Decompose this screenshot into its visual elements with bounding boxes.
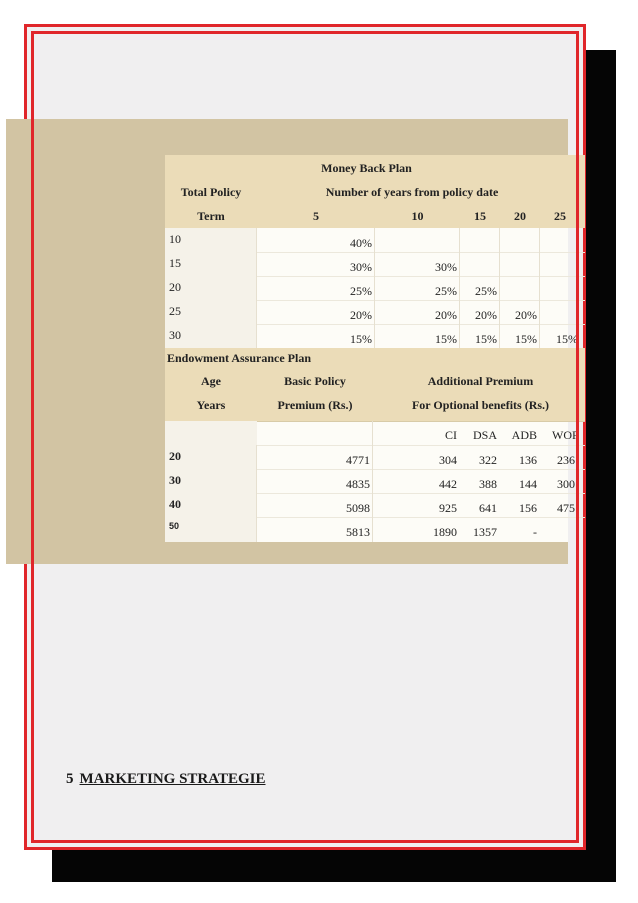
value-cell: 925 — [439, 501, 457, 515]
value-cell: - — [533, 525, 537, 539]
term-cell: 10 — [165, 228, 257, 252]
value-cell: 322 — [479, 453, 497, 467]
years-header: Number of years from policy date — [325, 185, 499, 199]
age-cell: 30 — [165, 469, 257, 493]
page-shadow-bottom — [52, 850, 616, 882]
premium-header: Premium (Rs.) — [277, 398, 353, 412]
value-cell: 20% — [500, 300, 540, 324]
value-cell — [540, 252, 580, 276]
section-number: 5 — [66, 771, 74, 787]
endowment-subheader-row — [165, 421, 585, 446]
endowment-header-row-2 — [165, 392, 585, 422]
year-header: 5 — [313, 209, 319, 223]
age-cell: 40 — [165, 493, 257, 517]
benefit-header: ADB — [511, 428, 537, 442]
term-header: Term — [197, 209, 225, 223]
section-title: MARKETING STRATEGIE — [79, 771, 266, 787]
value-cell: 25% — [257, 276, 375, 300]
basic-premium-cell: 5813 — [257, 517, 373, 542]
value-cell: 15% — [500, 324, 540, 348]
benefit-header: DSA — [472, 428, 497, 442]
value-cell: 20% — [257, 300, 375, 324]
value-cell: 442 — [439, 477, 457, 491]
endowment-row — [165, 445, 585, 470]
total-policy-header: Total Policy — [180, 185, 242, 199]
money-back-header-row-1 — [165, 180, 585, 204]
year-header: 10 — [411, 209, 424, 223]
blank-cell — [257, 421, 373, 445]
value-cell: 25% — [375, 276, 460, 300]
value-cell — [500, 228, 540, 252]
additional-premium-header: Additional Premium — [427, 374, 534, 388]
basic-premium-cell: 5098 — [257, 493, 373, 517]
value-cell: 15% — [556, 332, 578, 346]
money-back-header-row-2 — [165, 204, 585, 228]
basic-policy-header: Basic Policy — [284, 374, 346, 388]
age-header: Age — [201, 374, 221, 388]
value-cell — [557, 517, 597, 542]
value-cell: 475 — [557, 501, 575, 515]
years-header: Years — [196, 398, 226, 412]
value-cell: 25% — [460, 276, 500, 300]
money-back-row — [165, 300, 585, 325]
money-back-row — [165, 252, 585, 277]
value-cell — [540, 228, 580, 252]
value-cell: 20% — [375, 300, 460, 324]
money-back-row — [165, 324, 585, 348]
value-cell — [540, 300, 580, 324]
basic-premium-cell: 4771 — [257, 445, 373, 469]
term-cell: 25 — [165, 300, 257, 324]
term-cell: 15 — [165, 252, 257, 276]
benefit-header: WOP — [552, 428, 579, 442]
optional-benefits-header: For Optional benefits (Rs.) — [411, 398, 550, 412]
benefit-header: CI — [445, 428, 457, 442]
age-cell: 20 — [165, 445, 257, 469]
value-cell: 30% — [375, 252, 460, 276]
value-cell — [500, 276, 540, 300]
endowment-row — [165, 517, 585, 542]
money-back-title-row — [165, 155, 585, 180]
year-header: 25 — [554, 209, 566, 223]
value-cell: 1357 — [473, 525, 497, 539]
value-cell: 156 — [519, 501, 537, 515]
endowment-title: Endowment Assurance Plan — [167, 351, 312, 365]
money-back-row — [165, 276, 585, 301]
section-heading — [66, 771, 266, 788]
endowment-row — [165, 493, 585, 518]
endowment-header-row-1 — [165, 368, 585, 392]
term-cell: 30 — [165, 324, 257, 348]
basic-premium-cell: 4835 — [257, 469, 373, 493]
value-cell: 136 — [519, 453, 537, 467]
value-cell — [460, 228, 500, 252]
endowment-title-row — [165, 348, 585, 368]
year-header: 20 — [514, 209, 526, 223]
value-cell: 388 — [479, 477, 497, 491]
value-cell: 15% — [375, 324, 460, 348]
value-cell: 20% — [460, 300, 500, 324]
value-cell — [540, 276, 580, 300]
blank-cell — [165, 421, 257, 445]
value-cell: 15% — [257, 324, 375, 348]
value-cell: 304 — [439, 453, 457, 467]
value-cell: 300 — [557, 477, 575, 491]
age-cell: 50 — [165, 517, 257, 542]
value-cell: 641 — [479, 501, 497, 515]
year-header: 15 — [474, 209, 486, 223]
value-cell — [500, 252, 540, 276]
money-back-row — [165, 228, 585, 253]
value-cell: 1890 — [433, 525, 457, 539]
value-cell: 144 — [519, 477, 537, 491]
value-cell: 40% — [257, 228, 375, 252]
value-cell: 236 — [557, 453, 575, 467]
endowment-row — [165, 469, 585, 494]
term-cell: 20 — [165, 276, 257, 300]
value-cell: 30% — [257, 252, 375, 276]
money-back-title: Money Back Plan — [321, 161, 412, 175]
premium-tables — [165, 155, 579, 542]
value-cell — [460, 252, 500, 276]
value-cell: 15% — [460, 324, 500, 348]
value-cell — [375, 228, 460, 252]
